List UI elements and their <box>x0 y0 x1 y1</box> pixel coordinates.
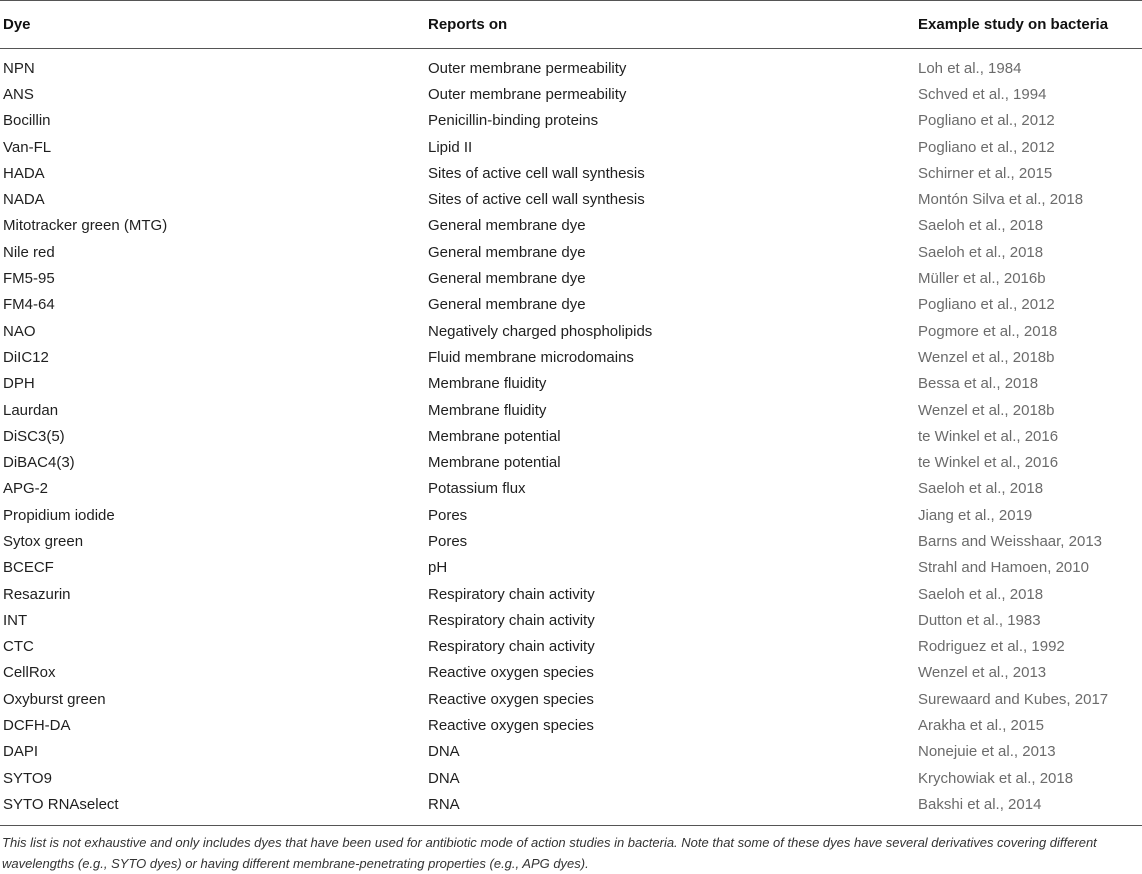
dye-cell: ANS <box>3 85 34 103</box>
reports-on-cell: Pores <box>428 532 468 550</box>
dye-cell: NPN <box>3 59 35 77</box>
example-study-cell: Wenzel et al., 2018b <box>918 401 1055 419</box>
table-row <box>0 134 1142 160</box>
bottom-rule <box>0 825 1142 826</box>
table-row <box>0 502 1142 528</box>
dye-cell: HADA <box>3 164 45 182</box>
reports-on-cell: Respiratory chain activity <box>428 611 595 629</box>
reports-on-cell: Fluid membrane microdomains <box>428 348 634 366</box>
example-study-cell: Müller et al., 2016b <box>918 270 1046 288</box>
table-row <box>0 660 1142 686</box>
table-row <box>0 265 1142 291</box>
reports-on-cell: Outer membrane permeability <box>428 59 627 77</box>
dye-cell: DiIC12 <box>3 348 49 366</box>
dye-cell: DiBAC4(3) <box>3 454 75 472</box>
reports-on-cell: pH <box>428 559 448 577</box>
table-row <box>0 476 1142 502</box>
dye-cell: APG-2 <box>3 480 49 498</box>
dye-cell: DCFH-DA <box>3 717 71 735</box>
example-study-cell: Dutton et al., 1983 <box>918 611 1041 629</box>
example-study-cell: Barns and Weisshaar, 2013 <box>918 532 1103 550</box>
dye-cell: NADA <box>3 191 45 209</box>
dye-cell: Van-FL <box>3 138 52 156</box>
table-row <box>0 371 1142 397</box>
reports-on-cell: Pores <box>428 506 468 524</box>
table-row <box>0 739 1142 765</box>
dye-cell: INT <box>3 611 28 629</box>
example-study-cell: Jiang et al., 2019 <box>918 506 1033 524</box>
reports-on-cell: General membrane dye <box>428 217 586 235</box>
reports-on-cell: DNA <box>428 743 460 761</box>
reports-on-cell: Reactive oxygen species <box>428 664 594 682</box>
example-study-cell: Wenzel et al., 2018b <box>918 348 1055 366</box>
reports-on-cell: Sites of active cell wall synthesis <box>428 191 645 209</box>
table-footnote: This list is not exhaustive and only includes dyes that have been used for antibiotic mode of action studies in bacteria. Note that some of these dyes have several derivatives covering different wavelengths (e.g., SYTO dyes) or having different membrane-penetrating properties (e.g., APG dyes). <box>2 835 1097 871</box>
header-row <box>0 1 1142 49</box>
dye-cell: SYTO RNAselect <box>3 795 119 813</box>
example-study-cell: Krychowiak et al., 2018 <box>918 769 1074 787</box>
header-reports-on: Reports on <box>427 1 916 49</box>
example-study-cell: Schved et al., 1994 <box>918 85 1047 103</box>
reports-on-cell: Membrane potential <box>428 454 561 472</box>
example-study-cell: Pogmore et al., 2018 <box>918 322 1058 340</box>
dye-cell: Oxyburst green <box>3 690 106 708</box>
dye-cell: NAO <box>3 322 36 340</box>
reports-on-cell: Outer membrane permeability <box>428 85 627 103</box>
dye-cell: Resazurin <box>3 585 71 603</box>
example-study-cell: te Winkel et al., 2016 <box>918 454 1059 472</box>
example-study-cell: Pogliano et al., 2012 <box>918 112 1055 130</box>
dye-cell: Propidium iodide <box>3 506 115 524</box>
reports-on-cell: Reactive oxygen species <box>428 690 594 708</box>
example-study-cell: Bessa et al., 2018 <box>918 375 1039 393</box>
example-study-cell: Schirner et al., 2015 <box>918 164 1053 182</box>
dye-cell: DAPI <box>3 743 39 761</box>
reports-on-cell: General membrane dye <box>428 296 586 314</box>
example-study-cell: Rodriguez et al., 1992 <box>918 638 1065 656</box>
example-study-cell: Pogliano et al., 2012 <box>918 138 1055 156</box>
table-row <box>0 186 1142 212</box>
table-row <box>0 555 1142 581</box>
reports-on-cell: General membrane dye <box>428 243 586 261</box>
table-row <box>0 160 1142 186</box>
example-study-cell: Surewaard and Kubes, 2017 <box>918 690 1109 708</box>
table-row <box>0 292 1142 318</box>
reports-on-cell: Membrane fluidity <box>428 401 547 419</box>
dye-cell: Laurdan <box>3 401 59 419</box>
example-study-cell: Bakshi et al., 2014 <box>918 795 1042 813</box>
example-study-cell: Saeloh et al., 2018 <box>918 480 1044 498</box>
table-row <box>0 108 1142 134</box>
reports-on-cell: DNA <box>428 769 460 787</box>
table-body <box>0 49 1142 818</box>
table-row <box>0 765 1142 791</box>
example-study-cell: Wenzel et al., 2013 <box>918 664 1047 682</box>
table-row <box>0 528 1142 554</box>
example-study-cell: Montón Silva et al., 2018 <box>918 191 1084 209</box>
dye-cell: SYTO9 <box>3 769 52 787</box>
reports-on-cell: Respiratory chain activity <box>428 585 595 603</box>
dye-cell: CellRox <box>3 664 56 682</box>
table-row <box>0 49 1142 82</box>
dye-cell: DPH <box>3 375 35 393</box>
table-row <box>0 712 1142 738</box>
table-row <box>0 634 1142 660</box>
example-study-cell: Saeloh et al., 2018 <box>918 585 1044 603</box>
reports-on-cell: Sites of active cell wall synthesis <box>428 164 645 182</box>
example-study-cell: Strahl and Hamoen, 2010 <box>918 559 1089 577</box>
example-study-cell: Arakha et al., 2015 <box>918 717 1044 735</box>
table-row <box>0 423 1142 449</box>
example-study-cell: Saeloh et al., 2018 <box>918 217 1044 235</box>
header-dye: Dye <box>0 1 427 49</box>
example-study-cell: Nonejuie et al., 2013 <box>918 743 1056 761</box>
table-row <box>0 397 1142 423</box>
reports-on-cell: Respiratory chain activity <box>428 638 595 656</box>
dye-cell: CTC <box>3 638 34 656</box>
dye-cell: BCECF <box>3 559 54 577</box>
example-study-cell: te Winkel et al., 2016 <box>918 427 1059 445</box>
table-row <box>0 213 1142 239</box>
dye-cell: Bocillin <box>3 112 51 130</box>
table-row <box>0 449 1142 475</box>
dye-cell: Nile red <box>3 243 55 261</box>
example-study-cell: Pogliano et al., 2012 <box>918 296 1055 314</box>
dye-cell: DiSC3(5) <box>3 427 65 445</box>
reports-on-cell: General membrane dye <box>428 270 586 288</box>
table-row <box>0 686 1142 712</box>
dye-cell: FM5-95 <box>3 270 55 288</box>
dye-cell: FM4-64 <box>3 296 55 314</box>
reports-on-cell: Membrane fluidity <box>428 375 547 393</box>
reports-on-cell: Reactive oxygen species <box>428 717 594 735</box>
example-study-cell: Loh et al., 1984 <box>918 59 1022 77</box>
reports-on-cell: Membrane potential <box>428 427 561 445</box>
reports-on-cell: RNA <box>428 795 460 813</box>
reports-on-cell: Negatively charged phospholipids <box>428 322 653 340</box>
reports-on-cell: Potassium flux <box>428 480 526 498</box>
table-row <box>0 81 1142 107</box>
table-row <box>0 318 1142 344</box>
dye-cell: Mitotracker green (MTG) <box>3 217 168 235</box>
table-row <box>0 791 1142 817</box>
reports-on-cell: Penicillin-binding proteins <box>428 112 599 130</box>
table-header <box>0 1 1142 49</box>
table-row <box>0 239 1142 265</box>
header-example-study: Example study on bacteria <box>916 1 1142 49</box>
table-row <box>0 581 1142 607</box>
table-row <box>0 344 1142 370</box>
table-row <box>0 607 1142 633</box>
reports-on-cell: Lipid II <box>428 138 473 156</box>
example-study-cell: Saeloh et al., 2018 <box>918 243 1044 261</box>
dye-cell: Sytox green <box>3 532 84 550</box>
